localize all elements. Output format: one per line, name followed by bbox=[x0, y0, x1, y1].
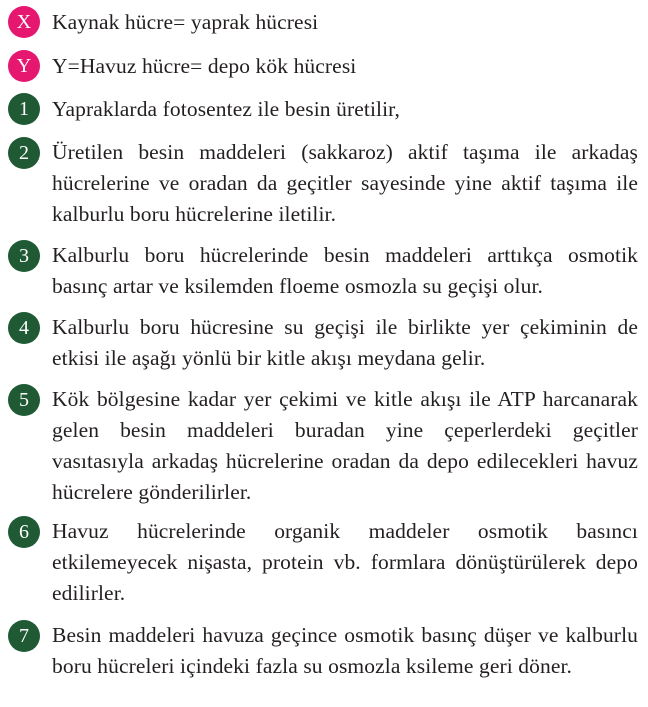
badge-5: 5 bbox=[8, 384, 40, 416]
item-text-5: Kök bölgesine kadar yer çekimi ve kitle akışı ile ATP harcanarak gelen besin maddeleri buradan yine çeperlerdeki geçitler vasıtasıyla arkadaş hücrelerine oradan da depo edilecekleri havuz hücrelere gönderilirler. bbox=[52, 387, 638, 504]
item-text-3: Kalburlu boru hücrelerinde besin maddeleri arttıkça osmotik basınç artar ve ksilemden floeme osmozla su geçişi olur. bbox=[52, 243, 638, 298]
item-text-4: Kalburlu boru hücresine su geçişi ile birlikte yer çekiminin de etkisi ile aşağı yönlü bir kitle akışı meydana gelir. bbox=[52, 315, 638, 370]
badge-1: 1 bbox=[8, 93, 40, 125]
item-text-7: Besin maddeleri havuza geçince osmotik basınç düşer ve kalburlu boru hücreleri içindeki fazla su osmozla ksileme geri döner. bbox=[52, 623, 638, 678]
badge-x: X bbox=[8, 6, 40, 38]
item-text-x: Kaynak hücre= yaprak hücresi bbox=[52, 10, 319, 34]
badge-y: Y bbox=[8, 50, 40, 82]
item-text-y: Y=Havuz hücre= depo kök hücresi bbox=[52, 54, 357, 78]
badge-3: 3 bbox=[8, 240, 40, 272]
item-text-1: Yapraklarda fotosentez ile besin üretilir, bbox=[52, 97, 401, 121]
badge-6: 6 bbox=[8, 516, 40, 548]
badge-7: 7 bbox=[8, 620, 40, 652]
item-text-2: Üretilen besin maddeleri (sakkaroz) aktif taşıma ile arkadaş hücrelerine ve oradan da geçitler sayesinde yine aktif taşıma ile kalburlu boru hücrelerine iletilir. bbox=[52, 140, 638, 226]
badge-2: 2 bbox=[8, 137, 40, 169]
item-text-6: Havuz hücrelerinde organik maddeler osmotik basıncı etkilemeyecek nişasta, protein vb. formlara dönüştürülerek depo edilirler. bbox=[52, 519, 638, 605]
badge-4: 4 bbox=[8, 312, 40, 344]
